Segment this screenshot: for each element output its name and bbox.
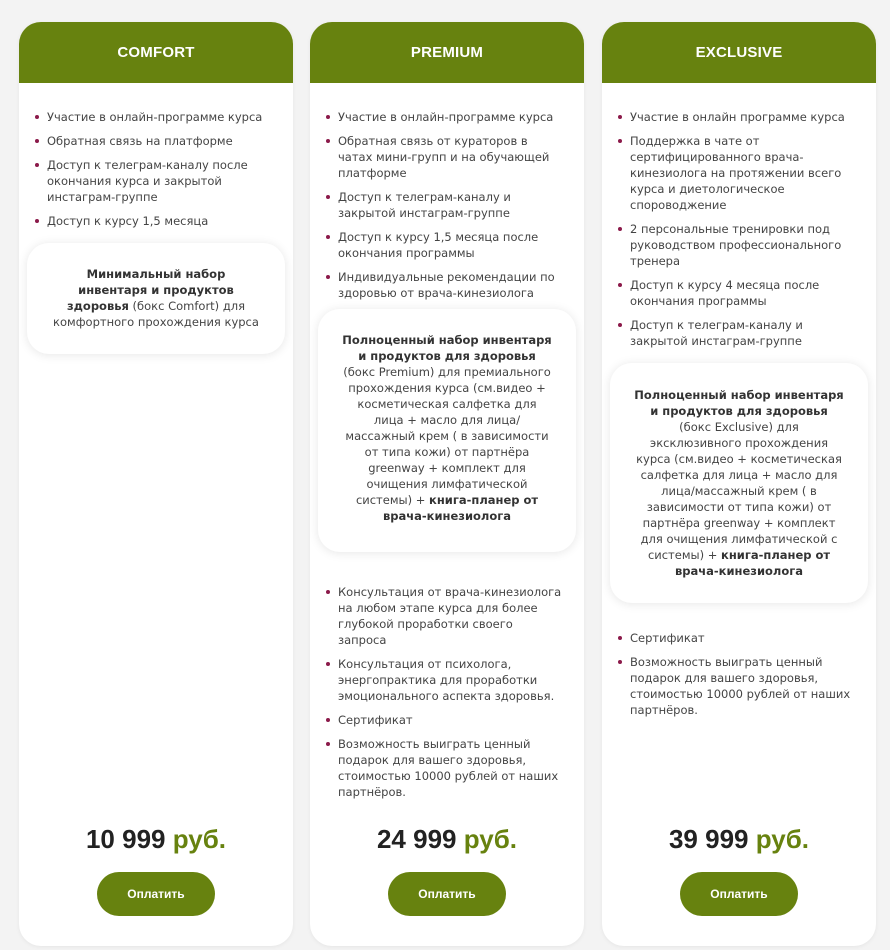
feature-item: Возможность выиграть ценный подарок для вашего здоровья, стоимостью 10000 рублей от наших партнёров. bbox=[622, 654, 856, 718]
bonus-box bbox=[610, 363, 868, 603]
feature-item: Доступ к курсу 4 месяца после окончания программы bbox=[622, 277, 856, 309]
feature-item: Участие в онлайн-программе курса bbox=[39, 109, 273, 125]
bonus-box-text: (бокс Exclusive) для эксклюзивного прохождения курса (см.видео + косметическая салфетка для лица + масло для лица/массажный крем ( в зависимости от типа кожи) от партнёра greenway + комплект для очищения лимфатической с системы) + bbox=[636, 420, 842, 562]
feature-list bbox=[310, 109, 584, 301]
plan-body bbox=[602, 83, 876, 718]
feature-list-extra bbox=[602, 630, 876, 718]
feature-item: Участие в онлайн программе курса bbox=[622, 109, 856, 125]
feature-item: 2 персональные тренировки под руководством профессионального тренера bbox=[622, 221, 856, 269]
plan-card-comfort bbox=[19, 22, 293, 946]
bonus-box-title: Полноценный набор инвентаря и продуктов для здоровья bbox=[342, 333, 552, 363]
feature-list bbox=[19, 109, 293, 229]
plan-card-premium bbox=[310, 22, 584, 946]
feature-list bbox=[602, 109, 876, 349]
bonus-box-tail: книга-планер от врача-кинезиолога bbox=[674, 548, 831, 578]
feature-item: Сертификат bbox=[622, 630, 856, 646]
price-amount: 24 999 bbox=[376, 824, 457, 854]
plan-price bbox=[602, 824, 876, 855]
feature-item: Доступ к курсу 1,5 месяца после окончания программы bbox=[330, 229, 564, 261]
plan-body bbox=[310, 83, 584, 800]
plan-title: EXCLUSIVE bbox=[602, 22, 876, 83]
pay-button[interactable]: Оплатить bbox=[97, 872, 215, 916]
feature-item: Доступ к телеграм-каналу и закрытой инстаграм-группе bbox=[622, 317, 856, 349]
pay-button[interactable]: Оплатить bbox=[388, 872, 506, 916]
feature-item: Доступ к курсу 1,5 месяца bbox=[39, 213, 273, 229]
plan-body bbox=[19, 83, 293, 354]
bonus-box-text: (бокс Premium) для премиального прохождения курса (см.видео + косметическая салфетка для лица + масло для лица/массажный крем ( в зависимости от типа кожи) от партнёра greenway + комплект для очищения лимфатической системы) + bbox=[343, 365, 551, 507]
plan-title: PREMIUM bbox=[310, 22, 584, 83]
feature-item: Консультация от психолога, энергопрактика для проработки эмоционального аспекта здоровья. bbox=[330, 656, 564, 704]
feature-item: Доступ к телеграм-каналу и закрытой инстаграм-группе bbox=[330, 189, 564, 221]
plan-title: COMFORT bbox=[19, 22, 293, 83]
feature-item: Участие в онлайн-программе курса bbox=[330, 109, 564, 125]
feature-item: Сертификат bbox=[330, 712, 564, 728]
bonus-box bbox=[318, 309, 576, 552]
bonus-box bbox=[27, 243, 285, 354]
feature-item: Индивидуальные рекомендации по здоровью от врача-кинезиолога bbox=[330, 269, 564, 301]
bonus-box-title: Полноценный набор инвентаря и продуктов для здоровья bbox=[634, 388, 844, 418]
price-amount: 39 999 bbox=[668, 824, 749, 854]
plan-card-exclusive bbox=[602, 22, 876, 946]
bonus-box-text: (бокс Comfort) для комфортного прохождения курса bbox=[53, 299, 259, 329]
bonus-box-tail: книга-планер от врача-кинезиолога bbox=[382, 493, 539, 523]
price-amount: 10 999 bbox=[85, 824, 166, 854]
pay-button[interactable]: Оплатить bbox=[680, 872, 798, 916]
price-currency: руб. bbox=[755, 824, 810, 854]
feature-item: Доступ к телеграм-каналу после окончания курса и закрытой инстаграм-группе bbox=[39, 157, 273, 205]
feature-item: Возможность выиграть ценный подарок для вашего здоровья, стоимостью 10000 рублей от наших партнёров. bbox=[330, 736, 564, 800]
feature-item: Консультация от врача-кинезиолога на любом этапе курса для более глубокой проработки своего запроса bbox=[330, 584, 564, 648]
plan-price bbox=[19, 824, 293, 855]
feature-item: Поддержка в чате от сертифицированного врача-кинезиолога на протяжении всего курса и диетологическое спороводжение bbox=[622, 133, 856, 213]
feature-item: Обратная связь от кураторов в чатах мини-групп и на обучающей платформе bbox=[330, 133, 564, 181]
feature-list-extra bbox=[310, 584, 584, 800]
feature-item: Обратная связь на платформе bbox=[39, 133, 273, 149]
price-currency: руб. bbox=[172, 824, 227, 854]
bonus-box-title: Минимальный набор инвентаря и продуктов здоровья bbox=[66, 267, 234, 313]
price-currency: руб. bbox=[463, 824, 518, 854]
plan-price bbox=[310, 824, 584, 855]
